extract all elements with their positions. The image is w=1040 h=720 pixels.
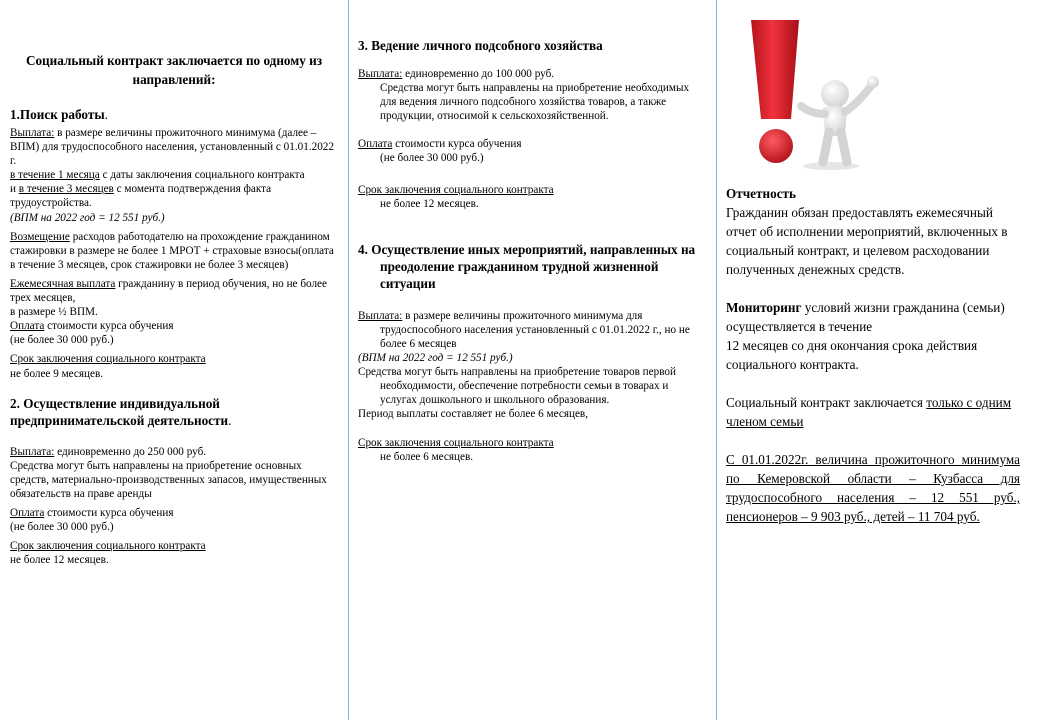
s4-vpm: (ВПМ на 2022 год = 12 551 руб.) bbox=[358, 352, 513, 365]
report-block bbox=[726, 184, 1020, 279]
s1-payment: Выплата: в размере величины прожиточного минимума (далее – ВПМ) для трудоспособного населения, установленный с 01.01.2022 г. bbox=[10, 127, 334, 168]
s1-edu: Оплата стоимости курса обучения bbox=[10, 320, 174, 333]
section-2-body bbox=[10, 445, 338, 568]
s1-month: в течение 1 месяца с даты заключения социального контракта bbox=[10, 169, 305, 182]
s4-term-label: Срок заключения социального контракта bbox=[358, 436, 554, 449]
s1-term-label: Срок заключения социального контракта bbox=[10, 353, 206, 366]
s2-term-value: не более 12 месяцев. bbox=[10, 554, 109, 567]
s1-vpm: (ВПМ на 2022 год = 12 551 руб.) bbox=[10, 211, 165, 224]
report-title: Отчетность bbox=[726, 186, 797, 201]
s3-edu: Оплата стоимости курса обучения bbox=[358, 138, 522, 151]
s4-period: Период выплаты составляет не более 6 месяцев, bbox=[358, 408, 588, 421]
s2-term-label: Срок заключения социального контракта bbox=[10, 540, 206, 553]
s1-term-value: не более 9 месяцев. bbox=[10, 367, 104, 380]
subsistence-minimum-text: С 01.01.2022г. величина прожиточного минимума по Кемеровской области – Кузбасса для трудоспособного населения – 12 551 руб., пенсионеров – 9 903 руб., детей – 11 704 руб. bbox=[726, 452, 1020, 524]
report-text: Гражданин обязан предоставлять ежемесячный отчет об исполнении мероприятий, включенных в социальный контракт, и целевом расходовании полученных денежных средств. bbox=[726, 205, 1008, 277]
brochure-heading: Социальный контракт заключается по одному из направлений: bbox=[25, 53, 323, 87]
s2-payment: Выплата: единовременно до 250 000 руб. bbox=[10, 445, 207, 458]
exclamation-bar bbox=[751, 20, 799, 119]
section-3-title: 3. Ведение личного подсобного хозяйства bbox=[358, 38, 603, 53]
s1-monthly-size: в размере ½ ВПМ. bbox=[10, 306, 98, 319]
section-2-title: 2. Осуществление индивидуальной предпринимательской деятельности. bbox=[10, 395, 232, 428]
s2-edu: Оплата стоимости курса обучения bbox=[10, 506, 174, 519]
s4-term-value: не более 6 месяцев. bbox=[380, 450, 474, 463]
s1-edu-limit: (не более 30 000 руб.) bbox=[10, 334, 114, 347]
single-member-text: Социальный контракт заключается только с одним членом семьи bbox=[726, 395, 1012, 429]
s2-funds: Средства могут быть направлены на приобретение основных средств, материально-производственных запасов, имущественных обязательств на праве аренды bbox=[10, 459, 327, 500]
s3-funds: Средства могут быть направлены на приобретение необходимых для ведения личного подсобного хозяйства товаров, а также продукции, относимой к сельскохозяйственной. bbox=[380, 82, 690, 123]
column-2 bbox=[349, 0, 716, 720]
s2-edu-limit: (не более 30 000 руб.) bbox=[10, 521, 114, 534]
section-1-title: 1.Поиск работы. bbox=[10, 107, 108, 122]
column-3 bbox=[717, 0, 1040, 720]
s1-refund: Возмещение расходов работодателю на прохождение гражданином стажировки в размере не более 1 МРОТ + страховые взносы(оплата в течение 3 месяцев, срок стажировки не более 3 месяцев) bbox=[10, 230, 334, 271]
monitoring-text: Мониторинг условий жизни гражданина (семьи) осуществляется в течение 12 месяцев со дня окончания срока действия социального контракта. bbox=[726, 300, 1005, 372]
s3-term-value: не более 12 месяцев. bbox=[380, 197, 479, 210]
section-3-body bbox=[358, 67, 706, 211]
section-4-body bbox=[358, 309, 706, 464]
s4-funds: Средства могут быть направлены на приобретение товаров первой необходимости, обеспечение потребности семьи в товарах и услугах дошкольного и школьного образования. bbox=[358, 366, 676, 407]
section-4-title: 4. Осуществление иных мероприятий, направленных на преодоление гражданином трудной жизненной ситуации bbox=[358, 241, 696, 291]
exclamation-figure-image bbox=[747, 16, 897, 171]
s1-3month: и в течение 3 месяцев с момента подтверждения факта трудоустройства. bbox=[10, 183, 272, 210]
exclamation-dot bbox=[759, 129, 793, 163]
s3-term-label: Срок заключения социального контракта bbox=[358, 183, 554, 196]
s4-payment: Выплата: в размере величины прожиточного минимума для трудоспособного населения установленный с 01.01.2022 г., но не более 6 месяцев bbox=[358, 309, 690, 350]
section-1-body bbox=[10, 126, 338, 381]
s1-monthly: Ежемесячная выплата гражданину в период обучения, но не более трех месяцев, bbox=[10, 277, 327, 305]
column-1 bbox=[0, 0, 348, 720]
s3-payment: Выплата: единовременно до 100 000 руб. bbox=[358, 68, 555, 80]
s3-edu-limit: (не более 30 000 руб.) bbox=[380, 152, 484, 165]
